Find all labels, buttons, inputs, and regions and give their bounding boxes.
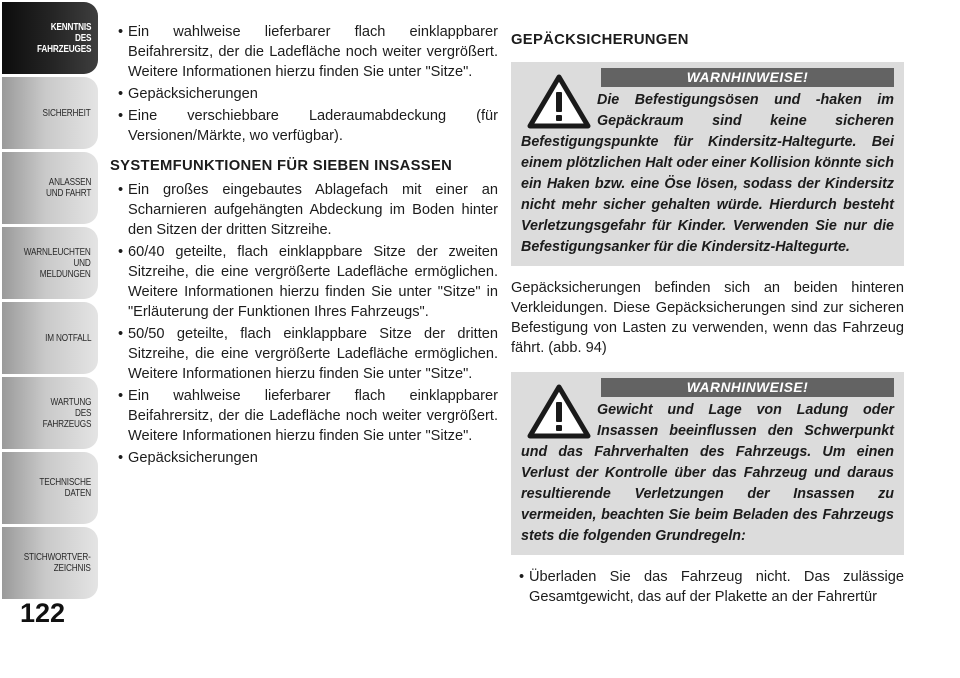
bullet-glyph: •: [118, 244, 124, 260]
bullet-glyph: •: [118, 182, 124, 198]
tab-label-line: ZEICHNIS: [54, 563, 91, 574]
list-item-text: Gepäcksicherungen: [128, 86, 258, 102]
warning-box: [511, 372, 904, 555]
list-item-text: Eine verschiebbare Laderaumabdeckung (für Versionen/Märkte, wo verfügbar).: [128, 108, 498, 144]
list-item-text: 50/50 geteilte, flach einklappbare Sitze der dritten Sitzreihe, die eine vergrößerte Ladefläche ermöglichen. Weitere Informationen hierzu finden Sie unter "Sitze".: [128, 326, 498, 382]
tab-label-line: UND: [73, 257, 91, 269]
warning-title: WARNHINWEISE!: [601, 68, 894, 87]
right-column: [511, 30, 904, 609]
list-item: [110, 106, 498, 146]
tab-label: [46, 177, 91, 199]
tab-sicherheit[interactable]: [2, 77, 98, 149]
tab-label-line: ANLASSEN: [48, 177, 91, 188]
tab-label-line: WARNLEUCHTEN: [24, 246, 91, 258]
tab-label: [39, 477, 91, 499]
tab-warnleuchten-und-meldungen[interactable]: [2, 227, 98, 299]
list-item-text: Gepäcksicherungen: [128, 450, 258, 466]
section-heading: GEPÄCKSICHERUNGEN: [511, 32, 689, 48]
warning-box: [511, 62, 904, 266]
list-item-text: Ein wahlweise lieferbarer flach einklappbarer Beifahrersitz, der die Ladefläche noch weiter vergrößert. Weitere Informationen hierzu finden Sie unter "Sitze".: [128, 388, 498, 444]
list-item-text: Überladen Sie das Fahrzeug nicht. Das zulässige Gesamtgewicht, das auf der Plakette an der Fahrertür: [529, 569, 904, 605]
warning-triangle-icon: [527, 74, 591, 130]
tab-label: [43, 108, 91, 119]
tab-label-line: FAHRZEUGS: [42, 418, 91, 430]
list-item-text: Ein wahlweise lieferbarer flach einklappbarer Beifahrersitz, der die Ladefläche noch weiter vergrößert. Weitere Informationen hierzu finden Sie unter "Sitze".: [128, 24, 498, 80]
tab-label-line: TECHNISCHE: [39, 477, 91, 488]
list-item: [110, 22, 498, 82]
tab-label: [37, 22, 91, 55]
list-item-text: Ein großes eingebautes Ablagefach mit einer an Scharnieren aufgehängten Abdeckung im Boden hinter den Sitzen der dritten Sitzreihe.: [128, 182, 498, 238]
bullet-glyph: •: [118, 388, 124, 404]
tab-stichwortverzeichnis[interactable]: [2, 527, 98, 599]
tab-label: [42, 397, 91, 430]
list-item: [110, 448, 498, 468]
list-item: [511, 567, 904, 607]
tab-label-line: KENNTNIS: [50, 21, 91, 33]
list-item-text: 60/40 geteilte, flach einklappbare Sitze der zweiten Sitzreihe, die eine vergrößerte Ladefläche ermöglichen. Weitere Informationen hierzu finden Sie unter "Sitze" in "Erläuterung der Funktionen Ihres Fahrzeugs".: [128, 244, 498, 320]
tab-label-line: STICHWORTVER-: [24, 552, 91, 563]
bullet-glyph: •: [118, 450, 124, 466]
tab-label-line: UND FAHRT: [45, 188, 91, 199]
bullet-glyph: •: [519, 569, 525, 585]
tab-label-line: WARTUNG: [50, 396, 91, 408]
section-heading: SYSTEMFUNKTIONEN FÜR SIEBEN INSASSEN: [110, 158, 453, 174]
tab-anlassen-und-fahrt[interactable]: [2, 152, 98, 224]
tab-label-line: IM NOTFALL: [44, 332, 91, 344]
warning-text: Die Befestigungsösen und -haken im Gepäckraum sind keine sicheren Befestigungspunkte für Kindersitz-Haltegurte. Bei einem plötzlichen Halt oder einer Kollision könnte sich ein Haken bzw. eine Öse lösen, sodass der Kindersitz nicht mehr sicher gehalten würde. Hierdurch besteht Verletzungsgefahr für Kinder. Verwenden Sie nur die Befestigungsanker für die Kindersitz-Haltegurte.: [521, 92, 894, 255]
bullet-glyph: •: [118, 108, 124, 124]
tab-label: [24, 552, 91, 574]
warning-triangle-icon: [527, 384, 591, 440]
warning-text: Gewicht und Lage von Ladung oder Insassen beeinflussen den Schwerpunkt und das Fahrverhalten des Fahrzeugs. Um einen Verlust der Kontrolle über das Fahrzeug und daraus resultierende Verletzungen der Insassen zu vermeiden, beachten Sie beim Beladen des Fahrzeugs stets die folgenden Grundregeln:: [521, 402, 894, 544]
chapter-sidebar: [0, 0, 100, 678]
bullet-glyph: •: [118, 86, 124, 102]
tab-label-line: MELDUNGEN: [40, 268, 91, 280]
page-number: 122: [20, 598, 66, 628]
tab-label-line: DATEN: [64, 488, 91, 499]
left-column: [110, 22, 498, 470]
tab-im-notfall[interactable]: [2, 302, 98, 374]
list-item: [110, 324, 498, 384]
body-paragraph: Gepäcksicherungen befinden sich an beiden hinteren Verkleidungen. Diese Gepäcksicherungen sind zur sicheren Befestigung von Lasten zu verwenden, wenn das Fahrzeug fährt. (abb. 94): [511, 280, 904, 356]
tab-kenntnis-des-fahrzeuges[interactable]: [2, 2, 98, 74]
list-item: [110, 84, 498, 104]
bullet-glyph: •: [118, 24, 124, 40]
bullet-glyph: •: [118, 326, 124, 342]
tab-label-line: FAHRZEUGES: [36, 43, 91, 55]
tab-label-line: DES: [74, 407, 91, 419]
warning-title: WARNHINWEISE!: [601, 378, 894, 397]
list-item: [110, 242, 498, 322]
list-item: [110, 386, 498, 446]
tab-label-line: DES: [74, 32, 91, 44]
tab-wartung-des-fahrzeugs[interactable]: [2, 377, 98, 449]
tab-label: [45, 333, 91, 344]
tab-technische-daten[interactable]: [2, 452, 98, 524]
tab-label-line: SICHERHEIT: [42, 107, 91, 119]
tab-label: [24, 247, 91, 280]
list-item: [110, 180, 498, 240]
